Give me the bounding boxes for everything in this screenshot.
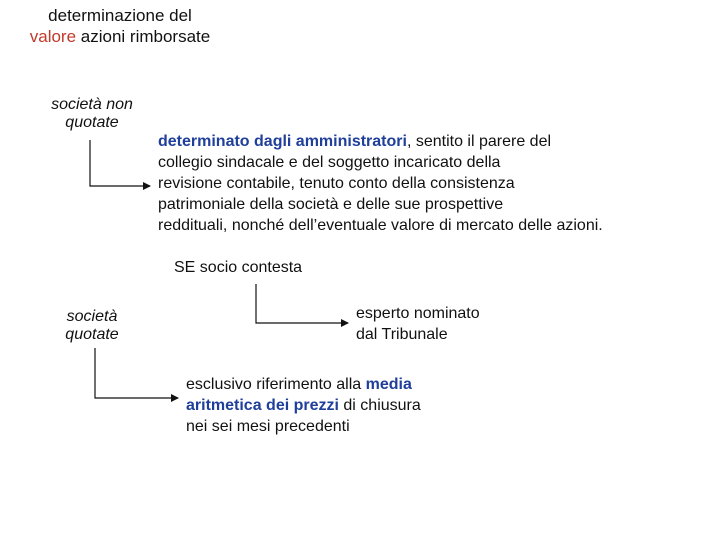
listed-desc-emphasis-2: aritmetica dei prezzi [186, 397, 339, 414]
listed-description [186, 374, 486, 437]
label-unlisted-companies [40, 96, 144, 132]
expert-line-1: esperto nominato [356, 305, 480, 322]
label-unlisted-line-2: quotate [65, 114, 119, 131]
contest-condition: SE socio contesta [174, 259, 303, 276]
label-listed-line-2: quotate [65, 326, 119, 343]
unlisted-desc-line-5: reddituali, nonché dell’eventuale valore di mercato delle azioni. [158, 217, 603, 234]
unlisted-desc-line-1 [158, 131, 688, 152]
unlisted-description [158, 131, 688, 236]
listed-desc-line-3: nei sei mesi precedenti [186, 418, 350, 435]
expert-line-2: dal Tribunale [356, 326, 448, 343]
title-highlight: valore [29, 27, 77, 46]
unlisted-desc-line-2: collegio sindacale e del soggetto incaricato della [158, 154, 501, 171]
listed-desc-line-2 [186, 395, 486, 416]
unlisted-desc-line-4: patrimoniale della società e delle sue prospettive [158, 196, 504, 213]
title-line-1: determinazione del [48, 6, 192, 25]
expert-appointed [356, 303, 480, 345]
arrow-unlisted-to-desc [90, 140, 150, 186]
listed-desc-emphasis-1: media [365, 376, 412, 393]
unlisted-desc-line-3: revisione contabile, tenuto conto della consistenza [158, 175, 515, 192]
unlisted-desc-rest: , sentito il parere del [406, 133, 552, 150]
listed-desc-plain: esclusivo riferimento alla [186, 376, 366, 393]
arrow-contest-to-expert [256, 284, 348, 323]
unlisted-desc-emphasis: determinato dagli amministratori [158, 133, 407, 150]
listed-desc-rest: di chiusura [338, 397, 421, 414]
label-listed-line-1: società [66, 308, 118, 325]
label-listed-companies [52, 308, 132, 344]
listed-desc-line-1 [186, 374, 486, 395]
arrow-listed-to-desc [95, 348, 178, 398]
title-rest: azioni rimborsate [76, 27, 211, 46]
label-unlisted-line-1: società non [51, 96, 133, 113]
